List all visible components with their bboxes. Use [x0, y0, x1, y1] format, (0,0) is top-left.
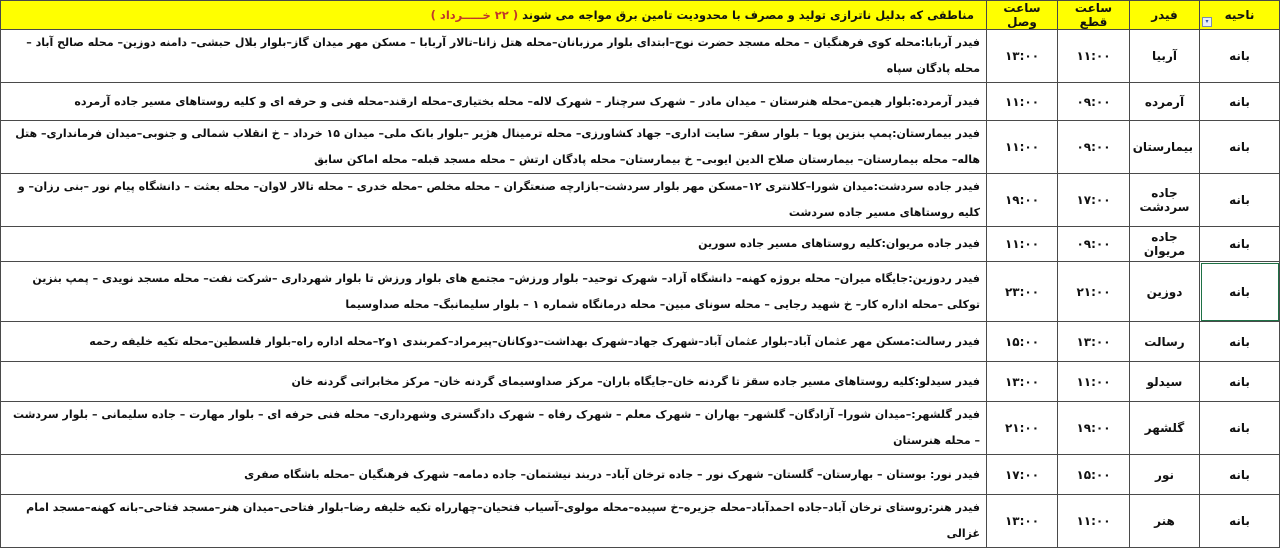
table-row — [1, 227, 1280, 262]
cell-cut-time[interactable]: ۱۱:۰۰ — [1058, 30, 1130, 83]
cell-region[interactable]: بانه — [1200, 402, 1280, 455]
table-row — [1, 402, 1280, 455]
title-date: ( ۲۲ خـــــرداد ) — [430, 8, 519, 22]
cell-description[interactable]: فیدر بیمارستان:پمپ بنزین پویا – بلوار سقز– سایت اداری– جهاد کشاورزی– محله ترمینال هژیر –بلوار بانک ملی– میدان ۱۵ خرداد – خ انقلاب شمالی و جنوبی–میدان فرمانداری– هتل هاله– محله بیمارستان– بیمارستان صلاح الدین ایوبی– خ بیمارستان– محله پادگان ارتش – محله مسجد قبله– محله اماکن سابق — [1, 121, 987, 174]
table-row — [1, 495, 1280, 548]
cell-feeder[interactable]: آرمرده — [1130, 83, 1200, 121]
cell-description[interactable]: فیدر آرمرده:بلوار هیمن–محله هنرستان – میدان مادر – شهرک سرچنار – شهرک لاله– محله بختیاری–محله ارقند–محله فنی و حرفه ای و کلیه روستاهای مسیر جاده آرمرده — [1, 83, 987, 121]
cell-region[interactable]: بانه — [1200, 322, 1280, 362]
cell-description[interactable]: فیدر هنر:روستای ترخان آباد–جاده احمدآباد–محله جزیره–خ سپیده–محله مولوی–آسیاب فتحیان–چهارراه تکیه خلیفه رضا–بلوار فتاحی–میدان هنر–مسجد فتاحی–بانه کهنه–مسجد امام غزالی — [1, 495, 987, 548]
cell-cut-time[interactable]: ۱۷:۰۰ — [1058, 174, 1130, 227]
table-row — [1, 83, 1280, 121]
cell-region[interactable]: بانه — [1200, 262, 1280, 322]
cell-cut-time[interactable]: ۱۳:۰۰ — [1058, 322, 1130, 362]
cell-feeder[interactable]: جاده مریوان — [1130, 227, 1200, 262]
cell-feeder[interactable]: بیمارستان — [1130, 121, 1200, 174]
cell-reconnect-time[interactable]: ۱۳:۰۰ — [987, 495, 1058, 548]
cell-description[interactable]: فیدر نور: بوستان – بهارستان– گلستان– شهرک نور – جاده ترخان آباد– دربند نیشتمان– جاده دمامه– شهرک فرهنگیان –محله باشگاه صفری — [1, 455, 987, 495]
cell-cut-time[interactable]: ۰۹:۰۰ — [1058, 121, 1130, 174]
cell-cut-time[interactable]: ۱۱:۰۰ — [1058, 362, 1130, 402]
header-feeder[interactable]: فیدر — [1130, 1, 1200, 30]
cell-feeder[interactable]: هنر — [1130, 495, 1200, 548]
cell-feeder[interactable]: دوزین — [1130, 262, 1200, 322]
cell-description[interactable]: فیدر آربابا:محله کوی فرهنگیان – محله مسجد حضرت نوح–ابتدای بلوار مرزبانان–محله هتل زانا–تالار آربابا – مسکن مهر میدان گاز–بلوار بلال حبشی– دامنه دوزین– محله صالح آباد – محله پادگان سپاه — [1, 30, 987, 83]
cell-region[interactable]: بانه — [1200, 227, 1280, 262]
cell-description[interactable]: فیدر جاده سردشت:میدان شورا–کلانتری ۱۲–مسکن مهر بلوار سردشت–بازارچه صنعتگران – محله مخلص –محله خدری – محله تالار لاوان– محله بعثت – دانشگاه پیام نور –بنی رزان– و کلیه روستاهای مسیر جاده سردشت — [1, 174, 987, 227]
cell-feeder[interactable]: جاده سردشت — [1130, 174, 1200, 227]
cell-feeder[interactable]: سیدلو — [1130, 362, 1200, 402]
cell-cut-time[interactable]: ۰۹:۰۰ — [1058, 227, 1130, 262]
cell-feeder[interactable]: نور — [1130, 455, 1200, 495]
filter-dropdown-icon[interactable]: ▾ — [1202, 17, 1212, 27]
title-text: مناطقی که بدلیل ناترازی تولید و مصرف با محدودیت تامین برق مواجه می شوند — [522, 8, 974, 22]
cell-region[interactable]: بانه — [1200, 30, 1280, 83]
cell-region[interactable]: بانه — [1200, 121, 1280, 174]
header-row — [1, 1, 1280, 30]
cell-cut-time[interactable]: ۱۹:۰۰ — [1058, 402, 1130, 455]
header-region-label: ناحیه — [1224, 8, 1255, 22]
header-reconnect-time[interactable]: ساعت وصل — [987, 1, 1058, 30]
cell-cut-time[interactable]: ۰۹:۰۰ — [1058, 83, 1130, 121]
cell-reconnect-time[interactable]: ۱۱:۰۰ — [987, 227, 1058, 262]
table-row — [1, 174, 1280, 227]
cell-reconnect-time[interactable]: ۲۳:۰۰ — [987, 262, 1058, 322]
cell-cut-time[interactable]: ۱۵:۰۰ — [1058, 455, 1130, 495]
cell-feeder[interactable]: آربیا — [1130, 30, 1200, 83]
table-row — [1, 30, 1280, 83]
cell-reconnect-time[interactable]: ۱۳:۰۰ — [987, 30, 1058, 83]
cell-description[interactable]: فیدر گلشهر:–میدان شورا– آزادگان– گلشهر– بهاران – شهرک معلم – شهرک رفاه – شهرک دادگستری وشهرداری– محله فنی حرفه ای – بلوار مهارت – جاده سلیمانی – بلوار سردشت – محله هنرستان — [1, 402, 987, 455]
cell-reconnect-time[interactable]: ۱۹:۰۰ — [987, 174, 1058, 227]
cell-reconnect-time[interactable]: ۱۱:۰۰ — [987, 83, 1058, 121]
cell-description[interactable]: فیدر رسالت:مسکن مهر عثمان آباد–بلوار عثمان آباد–شهرک جهاد–شهرک بهداشت–دوکانان–پیرمراد–کمربندی ۱و۲–محله اداره راه–بلوار فلسطین–محله تکیه خلیفه رحمه — [1, 322, 987, 362]
header-cut-time[interactable]: ساعت قطع — [1058, 1, 1130, 30]
cell-reconnect-time[interactable]: ۱۳:۰۰ — [987, 362, 1058, 402]
cell-region[interactable]: بانه — [1200, 455, 1280, 495]
cell-cut-time[interactable]: ۲۱:۰۰ — [1058, 262, 1130, 322]
cell-region[interactable]: بانه — [1200, 83, 1280, 121]
cell-region[interactable]: بانه — [1200, 362, 1280, 402]
cell-cut-time[interactable]: ۱۱:۰۰ — [1058, 495, 1130, 548]
cell-reconnect-time[interactable]: ۱۵:۰۰ — [987, 322, 1058, 362]
table-row — [1, 455, 1280, 495]
cell-description[interactable]: فیدر سیدلو:کلیه روستاهای مسیر جاده سقز تا گردنه خان–جایگاه باران– مرکز صداوسیمای گردنه خان– مرکز مخابراتی گردنه خان — [1, 362, 987, 402]
cell-reconnect-time[interactable]: ۲۱:۰۰ — [987, 402, 1058, 455]
cell-description[interactable]: فیدر جاده مریوان:کلیه روستاهای مسیر جاده سورین — [1, 227, 987, 262]
cell-region[interactable]: بانه — [1200, 174, 1280, 227]
cell-region[interactable]: بانه — [1200, 495, 1280, 548]
table-row — [1, 121, 1280, 174]
table-row — [1, 362, 1280, 402]
header-region[interactable] — [1200, 1, 1280, 30]
cell-feeder[interactable]: گلشهر — [1130, 402, 1200, 455]
table-row — [1, 322, 1280, 362]
cell-description[interactable]: فیدر ردوزین:جایگاه میران– محله بروژه کهنه– دانشگاه آزاد– شهرک توحید– بلوار ورزش– مجتمع های بلوار ورزش تا بلوار شهرداری –شرکت نفت– محله مسجد نویدی – پمپ بنزین توکلی –محله اداره کار– خ شهید رجایی – محله سونای مبین– محله درمانگاه شماره ۱ – بلوار سلیمانبگ– محله صداوسیما — [1, 262, 987, 322]
cell-reconnect-time[interactable]: ۱۱:۰۰ — [987, 121, 1058, 174]
header-title[interactable] — [1, 1, 987, 30]
cell-feeder[interactable]: رسالت — [1130, 322, 1200, 362]
cell-reconnect-time[interactable]: ۱۷:۰۰ — [987, 455, 1058, 495]
table-row — [1, 262, 1280, 322]
